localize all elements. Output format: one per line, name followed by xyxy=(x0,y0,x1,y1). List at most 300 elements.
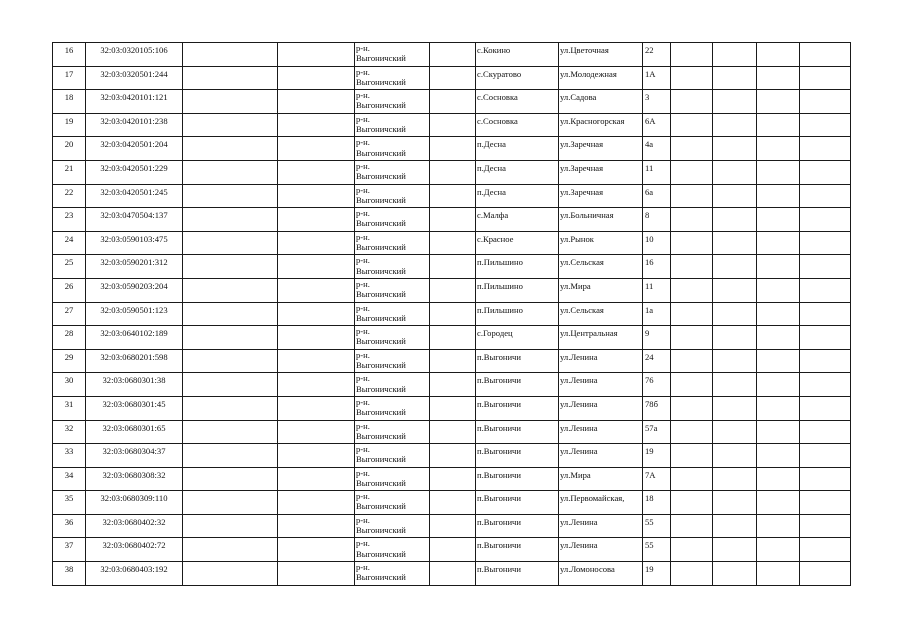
house-number-cell: 11 xyxy=(643,278,671,302)
locality-cell: п.Выгоничи xyxy=(476,396,559,420)
empty-cell xyxy=(713,349,757,373)
house-number-cell: 1а xyxy=(643,302,671,326)
locality-cell: п.Выгоничи xyxy=(476,373,559,397)
region-cell xyxy=(355,113,430,137)
region-text: р-н. Выгоничский xyxy=(356,302,406,323)
locality-cell: с.Скуратово xyxy=(476,66,559,90)
region-text: р-н. Выгоничский xyxy=(356,278,406,300)
region-text: р-н. Выгоничский xyxy=(356,208,406,229)
empty-cell xyxy=(278,231,355,255)
region-cell xyxy=(355,326,430,350)
empty-cell xyxy=(800,231,851,255)
locality-cell: п.Выгоничи xyxy=(476,420,559,444)
cadastral-number-cell: 32:03:0420501:245 xyxy=(86,184,183,208)
empty-cell xyxy=(278,137,355,161)
empty-cell xyxy=(278,514,355,538)
empty-cell xyxy=(713,514,757,538)
empty-cell xyxy=(278,444,355,468)
region-cell xyxy=(355,66,430,90)
empty-cell xyxy=(183,160,278,184)
region-cell xyxy=(355,90,430,114)
empty-cell xyxy=(430,349,476,373)
table-row xyxy=(53,467,851,491)
house-number-cell: 19 xyxy=(643,444,671,468)
empty-cell xyxy=(757,420,800,444)
empty-cell xyxy=(278,302,355,326)
region-text: р-н. Выгоничский xyxy=(356,137,406,158)
empty-cell xyxy=(671,278,713,302)
row-number-cell: 36 xyxy=(53,514,86,538)
empty-cell xyxy=(183,184,278,208)
empty-cell xyxy=(800,302,851,326)
region-text: р-н. Выгоничский xyxy=(356,396,406,418)
table-row xyxy=(53,255,851,279)
cadastral-number-cell: 32:03:0680304:37 xyxy=(86,444,183,468)
region-text: р-н. Выгоничский xyxy=(356,90,406,111)
empty-cell xyxy=(757,326,800,350)
region-cell xyxy=(355,444,430,468)
empty-cell xyxy=(430,302,476,326)
street-cell: ул.Ленина xyxy=(559,444,643,468)
empty-cell xyxy=(800,349,851,373)
empty-cell xyxy=(800,538,851,562)
region-cell xyxy=(355,137,430,161)
cadastral-number-cell: 32:03:0590501:123 xyxy=(86,302,183,326)
empty-cell xyxy=(757,467,800,491)
table-row xyxy=(53,278,851,302)
cadastral-number-cell: 32:03:0420501:229 xyxy=(86,160,183,184)
region-text: р-н. Выгоничский xyxy=(356,66,406,87)
table-row xyxy=(53,514,851,538)
locality-cell: с.Городец xyxy=(476,326,559,350)
empty-cell xyxy=(671,43,713,67)
region-cell xyxy=(355,396,430,420)
row-number-cell: 21 xyxy=(53,160,86,184)
street-cell: ул.Ломоносова xyxy=(559,562,643,586)
empty-cell xyxy=(713,184,757,208)
street-cell: ул.Заречная xyxy=(559,137,643,161)
row-number-cell: 33 xyxy=(53,444,86,468)
empty-cell xyxy=(713,562,757,586)
cadastral-number-cell: 32:03:0640102:189 xyxy=(86,326,183,350)
locality-cell: с.Сосновка xyxy=(476,90,559,114)
empty-cell xyxy=(671,396,713,420)
empty-cell xyxy=(430,373,476,397)
empty-cell xyxy=(757,231,800,255)
street-cell: ул.Сельская xyxy=(559,302,643,326)
empty-cell xyxy=(671,491,713,515)
empty-cell xyxy=(800,444,851,468)
cadastral-number-cell: 32:03:0590203:204 xyxy=(86,278,183,302)
empty-cell xyxy=(430,562,476,586)
cadastral-number-cell: 32:03:0680402:72 xyxy=(86,538,183,562)
empty-cell xyxy=(757,43,800,67)
row-number-cell: 28 xyxy=(53,326,86,350)
region-text: р-н. Выгоничский xyxy=(356,538,406,559)
row-number-cell: 30 xyxy=(53,373,86,397)
empty-cell xyxy=(713,113,757,137)
street-cell: ул.Первомайская, xyxy=(559,491,643,515)
empty-cell xyxy=(713,90,757,114)
locality-cell: с.Сосновка xyxy=(476,113,559,137)
table-row xyxy=(53,113,851,137)
cadastral-number-cell: 32:03:0470504:137 xyxy=(86,208,183,232)
empty-cell xyxy=(800,184,851,208)
empty-cell xyxy=(671,231,713,255)
empty-cell xyxy=(757,66,800,90)
region-text: р-н. Выгоничский xyxy=(356,349,406,370)
empty-cell xyxy=(713,326,757,350)
row-number-cell: 17 xyxy=(53,66,86,90)
empty-cell xyxy=(757,160,800,184)
empty-cell xyxy=(713,373,757,397)
table-row xyxy=(53,160,851,184)
empty-cell xyxy=(278,538,355,562)
empty-cell xyxy=(183,396,278,420)
street-cell: ул.Ленина xyxy=(559,514,643,538)
empty-cell xyxy=(278,160,355,184)
row-number-cell: 29 xyxy=(53,349,86,373)
empty-cell xyxy=(183,467,278,491)
empty-cell xyxy=(757,113,800,137)
empty-cell xyxy=(183,302,278,326)
street-cell: ул.Ленина xyxy=(559,349,643,373)
registry-table-body xyxy=(53,43,851,586)
empty-cell xyxy=(183,373,278,397)
row-number-cell: 32 xyxy=(53,420,86,444)
house-number-cell: 11 xyxy=(643,160,671,184)
empty-cell xyxy=(713,66,757,90)
house-number-cell: 18 xyxy=(643,491,671,515)
street-cell: ул.Сельская xyxy=(559,255,643,279)
empty-cell xyxy=(713,278,757,302)
row-number-cell: 34 xyxy=(53,467,86,491)
empty-cell xyxy=(800,326,851,350)
empty-cell xyxy=(430,420,476,444)
cadastral-number-cell: 32:03:0680201:598 xyxy=(86,349,183,373)
cadastral-number-cell: 32:03:0680301:38 xyxy=(86,373,183,397)
house-number-cell: 55 xyxy=(643,514,671,538)
house-number-cell: 24 xyxy=(643,349,671,373)
empty-cell xyxy=(800,514,851,538)
empty-cell xyxy=(278,420,355,444)
house-number-cell: 55 xyxy=(643,538,671,562)
empty-cell xyxy=(671,467,713,491)
house-number-cell: 3 xyxy=(643,90,671,114)
locality-cell: п.Выгоничи xyxy=(476,562,559,586)
house-number-cell: 4а xyxy=(643,137,671,161)
empty-cell xyxy=(278,208,355,232)
empty-cell xyxy=(671,137,713,161)
empty-cell xyxy=(713,43,757,67)
empty-cell xyxy=(278,467,355,491)
locality-cell: п.Десна xyxy=(476,184,559,208)
empty-cell xyxy=(671,160,713,184)
locality-cell: п.Выгоничи xyxy=(476,514,559,538)
house-number-cell: 6А xyxy=(643,113,671,137)
empty-cell xyxy=(757,90,800,114)
street-cell: ул.Мира xyxy=(559,467,643,491)
street-cell: ул.Мира xyxy=(559,278,643,302)
empty-cell xyxy=(183,208,278,232)
house-number-cell: 1А xyxy=(643,66,671,90)
row-number-cell: 35 xyxy=(53,491,86,515)
table-row xyxy=(53,562,851,586)
cadastral-number-cell: 32:03:0420101:121 xyxy=(86,90,183,114)
table-row xyxy=(53,66,851,90)
empty-cell xyxy=(430,137,476,161)
locality-cell: п.Десна xyxy=(476,137,559,161)
empty-cell xyxy=(757,208,800,232)
empty-cell xyxy=(757,278,800,302)
empty-cell xyxy=(671,514,713,538)
empty-cell xyxy=(430,43,476,67)
empty-cell xyxy=(183,349,278,373)
region-cell xyxy=(355,184,430,208)
empty-cell xyxy=(757,396,800,420)
street-cell: ул.Ленина xyxy=(559,420,643,444)
empty-cell xyxy=(713,467,757,491)
cadastral-number-cell: 32:03:0590103:475 xyxy=(86,231,183,255)
empty-cell xyxy=(183,514,278,538)
table-row xyxy=(53,444,851,468)
empty-cell xyxy=(671,326,713,350)
house-number-cell: 78б xyxy=(643,396,671,420)
empty-cell xyxy=(183,491,278,515)
empty-cell xyxy=(757,302,800,326)
street-cell: ул.Рынок xyxy=(559,231,643,255)
region-text: р-н. Выгоничский xyxy=(356,43,406,64)
empty-cell xyxy=(671,444,713,468)
row-number-cell: 20 xyxy=(53,137,86,161)
region-cell xyxy=(355,467,430,491)
table-row xyxy=(53,373,851,397)
empty-cell xyxy=(713,302,757,326)
locality-cell: п.Пильшино xyxy=(476,255,559,279)
street-cell: ул.Больничная xyxy=(559,208,643,232)
empty-cell xyxy=(278,491,355,515)
empty-cell xyxy=(800,420,851,444)
empty-cell xyxy=(183,255,278,279)
region-cell xyxy=(355,231,430,255)
empty-cell xyxy=(430,538,476,562)
empty-cell xyxy=(183,278,278,302)
region-cell xyxy=(355,349,430,373)
row-number-cell: 27 xyxy=(53,302,86,326)
region-cell xyxy=(355,160,430,184)
street-cell: ул.Красногорская xyxy=(559,113,643,137)
empty-cell xyxy=(713,160,757,184)
region-cell xyxy=(355,43,430,67)
row-number-cell: 31 xyxy=(53,396,86,420)
table-row xyxy=(53,326,851,350)
empty-cell xyxy=(800,208,851,232)
table-row xyxy=(53,90,851,114)
empty-cell xyxy=(278,278,355,302)
empty-cell xyxy=(800,278,851,302)
empty-cell xyxy=(430,90,476,114)
locality-cell: п.Пильшино xyxy=(476,278,559,302)
empty-cell xyxy=(183,326,278,350)
region-text: р-н. Выгоничский xyxy=(356,467,406,488)
empty-cell xyxy=(671,184,713,208)
region-text: р-н. Выгоничский xyxy=(356,113,406,134)
empty-cell xyxy=(800,90,851,114)
region-text: р-н. Выгоничский xyxy=(356,184,406,205)
empty-cell xyxy=(278,349,355,373)
empty-cell xyxy=(430,396,476,420)
empty-cell xyxy=(278,562,355,586)
house-number-cell: 6а xyxy=(643,184,671,208)
locality-cell: п.Пильшино xyxy=(476,302,559,326)
locality-cell: п.Выгоничи xyxy=(476,349,559,373)
street-cell: ул.Ленина xyxy=(559,396,643,420)
row-number-cell: 18 xyxy=(53,90,86,114)
locality-cell: п.Выгоничи xyxy=(476,538,559,562)
locality-cell: с.Малфа xyxy=(476,208,559,232)
empty-cell xyxy=(757,514,800,538)
house-number-cell: 16 xyxy=(643,255,671,279)
empty-cell xyxy=(800,255,851,279)
empty-cell xyxy=(713,420,757,444)
empty-cell xyxy=(430,255,476,279)
row-number-cell: 22 xyxy=(53,184,86,208)
region-text: р-н. Выгоничский xyxy=(356,160,406,182)
empty-cell xyxy=(183,420,278,444)
empty-cell xyxy=(713,444,757,468)
street-cell: ул.Молодежная xyxy=(559,66,643,90)
table-row xyxy=(53,396,851,420)
region-cell xyxy=(355,278,430,302)
empty-cell xyxy=(183,66,278,90)
empty-cell xyxy=(671,113,713,137)
cadastral-number-cell: 32:03:0420101:238 xyxy=(86,113,183,137)
region-text: р-н. Выгоничский xyxy=(356,255,406,276)
locality-cell: с.Красное xyxy=(476,231,559,255)
house-number-cell: 7А xyxy=(643,467,671,491)
empty-cell xyxy=(800,66,851,90)
empty-cell xyxy=(757,491,800,515)
empty-cell xyxy=(278,43,355,67)
table-row xyxy=(53,302,851,326)
house-number-cell: 9 xyxy=(643,326,671,350)
empty-cell xyxy=(430,113,476,137)
empty-cell xyxy=(430,467,476,491)
empty-cell xyxy=(800,467,851,491)
region-text: р-н. Выгоничский xyxy=(356,231,406,252)
locality-cell: п.Десна xyxy=(476,160,559,184)
empty-cell xyxy=(713,208,757,232)
empty-cell xyxy=(278,66,355,90)
empty-cell xyxy=(278,184,355,208)
empty-cell xyxy=(183,538,278,562)
empty-cell xyxy=(671,538,713,562)
cadastral-number-cell: 32:03:0320105:106 xyxy=(86,43,183,67)
empty-cell xyxy=(713,538,757,562)
empty-cell xyxy=(183,444,278,468)
house-number-cell: 57а xyxy=(643,420,671,444)
empty-cell xyxy=(671,66,713,90)
empty-cell xyxy=(430,444,476,468)
empty-cell xyxy=(800,160,851,184)
region-cell xyxy=(355,491,430,515)
empty-cell xyxy=(757,137,800,161)
empty-cell xyxy=(278,326,355,350)
table-row xyxy=(53,137,851,161)
street-cell: ул.Цветочная xyxy=(559,43,643,67)
house-number-cell: 10 xyxy=(643,231,671,255)
empty-cell xyxy=(183,43,278,67)
table-row xyxy=(53,208,851,232)
empty-cell xyxy=(430,326,476,350)
empty-cell xyxy=(183,137,278,161)
empty-cell xyxy=(800,113,851,137)
row-number-cell: 37 xyxy=(53,538,86,562)
empty-cell xyxy=(183,90,278,114)
empty-cell xyxy=(757,538,800,562)
empty-cell xyxy=(800,562,851,586)
empty-cell xyxy=(183,562,278,586)
empty-cell xyxy=(671,373,713,397)
row-number-cell: 19 xyxy=(53,113,86,137)
row-number-cell: 24 xyxy=(53,231,86,255)
table-row xyxy=(53,420,851,444)
cadastral-number-cell: 32:03:0680301:45 xyxy=(86,396,183,420)
street-cell: ул.Садова xyxy=(559,90,643,114)
region-text: р-н. Выгоничский xyxy=(356,562,406,583)
cadastral-number-cell: 32:03:0680301:65 xyxy=(86,420,183,444)
empty-cell xyxy=(278,255,355,279)
region-text: р-н. Выгоничский xyxy=(356,420,406,441)
empty-cell xyxy=(671,420,713,444)
empty-cell xyxy=(757,562,800,586)
locality-cell: п.Выгоничи xyxy=(476,444,559,468)
empty-cell xyxy=(671,255,713,279)
empty-cell xyxy=(671,90,713,114)
empty-cell xyxy=(671,302,713,326)
region-cell xyxy=(355,538,430,562)
table-row xyxy=(53,349,851,373)
house-number-cell: 22 xyxy=(643,43,671,67)
empty-cell xyxy=(430,278,476,302)
empty-cell xyxy=(183,113,278,137)
cadastral-number-cell: 32:03:0590201:312 xyxy=(86,255,183,279)
empty-cell xyxy=(757,373,800,397)
region-text: р-н. Выгоничский xyxy=(356,326,406,347)
empty-cell xyxy=(800,373,851,397)
street-cell: ул.Ленина xyxy=(559,373,643,397)
empty-cell xyxy=(800,137,851,161)
region-text: р-н. Выгоничский xyxy=(356,514,406,536)
row-number-cell: 16 xyxy=(53,43,86,67)
empty-cell xyxy=(757,184,800,208)
empty-cell xyxy=(671,349,713,373)
empty-cell xyxy=(430,514,476,538)
region-cell xyxy=(355,562,430,586)
cadastral-number-cell: 32:03:0680308:32 xyxy=(86,467,183,491)
empty-cell xyxy=(430,160,476,184)
empty-cell xyxy=(671,562,713,586)
empty-cell xyxy=(713,231,757,255)
property-registry-table xyxy=(52,42,851,586)
region-cell xyxy=(355,255,430,279)
empty-cell xyxy=(800,43,851,67)
empty-cell xyxy=(757,444,800,468)
table-row xyxy=(53,43,851,67)
empty-cell xyxy=(800,396,851,420)
region-cell xyxy=(355,208,430,232)
house-number-cell: 8 xyxy=(643,208,671,232)
